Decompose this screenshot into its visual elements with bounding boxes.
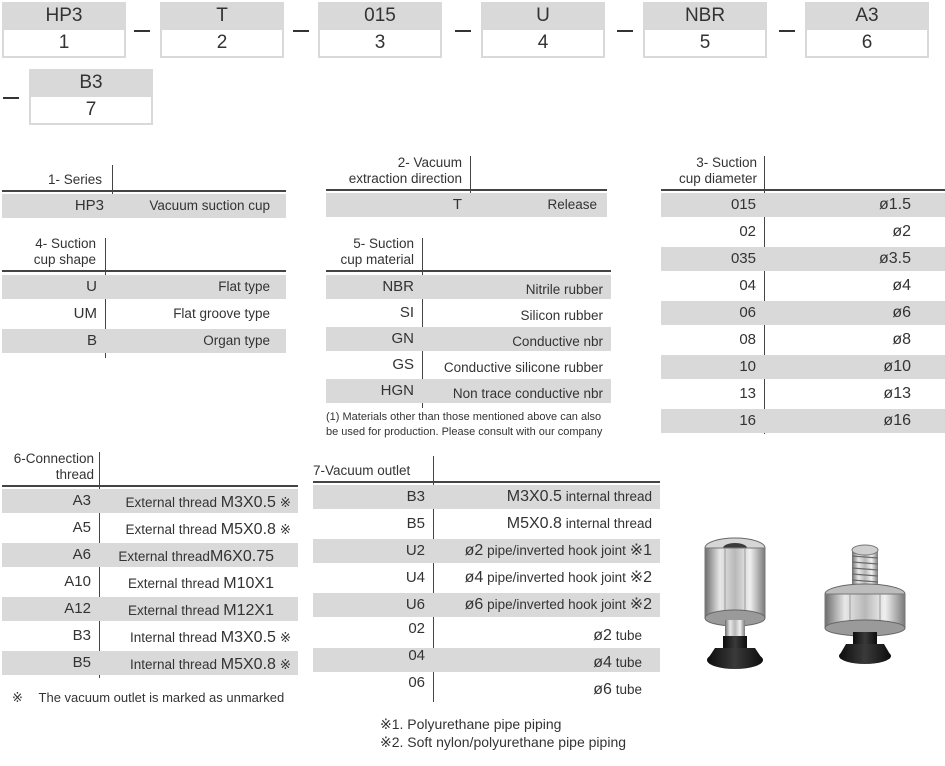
row-code: SI [399, 304, 414, 321]
header-label [326, 155, 462, 187]
material-table [326, 238, 611, 408]
row-desc [434, 678, 646, 702]
table-row [661, 382, 945, 406]
row-desc: Nitrile rubber [525, 282, 603, 297]
table-header [2, 165, 286, 192]
thread-type: External thread [118, 549, 210, 564]
row-code: UM [73, 305, 97, 322]
table-row [313, 566, 660, 590]
code-box-6 [805, 2, 929, 58]
table-row [313, 648, 660, 672]
separator-dash [455, 30, 471, 32]
code-index: 1 [2, 30, 126, 58]
thread-size: M5X0.8 [220, 656, 276, 673]
code-box-7 [29, 69, 153, 125]
row-code: U4 [405, 569, 425, 586]
table-row [326, 379, 611, 403]
row-desc: Flat type [218, 279, 270, 294]
series-table [2, 165, 286, 221]
row-code: T [452, 196, 462, 213]
row-code: B5 [406, 515, 425, 532]
row-code: U6 [405, 596, 425, 613]
row-code: NBR [382, 278, 414, 295]
table-row [326, 353, 611, 377]
row-desc: ø6 [892, 304, 911, 321]
shape-table [2, 238, 286, 358]
mark-symbol: ※2 [629, 569, 652, 586]
thread-size: M5X0.8 [220, 521, 276, 538]
material-note [326, 410, 602, 440]
table-row [326, 327, 611, 351]
code-index: 6 [805, 30, 929, 58]
thread-size: M3X0.5 [220, 629, 276, 646]
table-row [2, 194, 286, 218]
row-desc [100, 653, 295, 677]
row-code: HP3 [74, 197, 104, 214]
mark-symbol: ※2 [629, 596, 652, 613]
thread-size: M12X1 [223, 602, 274, 619]
table-row [661, 274, 945, 298]
thread-note [12, 690, 284, 706]
row-desc: ø1.5 [878, 196, 911, 213]
table-header [326, 238, 611, 272]
header-line: cup material [340, 252, 414, 267]
row-desc [434, 624, 646, 648]
row-desc: Vacuum suction cup [149, 198, 270, 213]
code-index: 3 [318, 30, 442, 58]
internal-thread-cup [705, 538, 765, 669]
outlet-type: internal thread [565, 489, 652, 504]
table-row [313, 621, 660, 645]
outlet-type: pipe/inverted hook joint [487, 543, 626, 558]
header-label: 1- Series [47, 172, 102, 187]
table-row [2, 275, 286, 299]
table-row [2, 329, 286, 353]
row-code: B3 [72, 627, 91, 644]
row-code: 06 [739, 304, 756, 321]
row-code: 16 [739, 412, 756, 429]
table-row [313, 512, 660, 536]
outlet-size: M3X0.5 [506, 488, 562, 505]
code-box-3 [318, 2, 442, 58]
code-box-4 [481, 2, 605, 58]
row-desc: ø4 [892, 277, 911, 294]
row-desc [100, 599, 278, 623]
thread-type: External thread [125, 495, 218, 510]
row-code: 08 [739, 331, 756, 348]
separator-dash [134, 30, 150, 32]
outlet-type: tube [615, 682, 642, 697]
code-value: T [160, 2, 284, 30]
row-desc: ø13 [883, 385, 911, 402]
direction-table [326, 156, 607, 218]
code-box-2 [160, 2, 284, 58]
note-line: be used for production. Please consult with our company [326, 426, 603, 438]
table-header [2, 238, 286, 272]
row-desc: ø2 [892, 223, 911, 240]
row-code: 02 [739, 223, 756, 240]
row-desc [100, 572, 278, 596]
thread-table [2, 452, 298, 678]
outlet-size: ø6 [593, 681, 612, 698]
row-desc [100, 545, 278, 569]
code-value: 015 [318, 2, 442, 30]
code-value: B3 [29, 69, 153, 97]
row-code: 10 [739, 358, 756, 375]
thread-type: External thread [125, 522, 218, 537]
thread-size: M10X1 [223, 575, 274, 592]
code-index: 5 [643, 30, 767, 58]
row-desc [434, 651, 646, 675]
row-desc [434, 539, 656, 563]
mark-symbol: ※ [279, 630, 291, 645]
separator-dash [779, 30, 795, 32]
thread-type: External thread [127, 576, 220, 591]
thread-type: Internal thread [129, 657, 218, 672]
table-row [661, 409, 945, 433]
outlet-size: ø4 [464, 569, 484, 586]
row-code: A10 [64, 573, 91, 590]
row-desc: Release [547, 197, 597, 212]
diameter-table [661, 156, 945, 434]
note-text: The vacuum outlet is marked as unmarked [38, 690, 285, 705]
code-value: HP3 [2, 2, 126, 30]
thread-type: Internal thread [129, 630, 218, 645]
table-row [2, 624, 298, 648]
table-row [313, 675, 660, 699]
row-code: 02 [408, 620, 425, 637]
header-line: cup diameter [678, 171, 757, 186]
row-desc [434, 593, 656, 617]
note-line: (1) Materials other than those mentioned above can also [326, 411, 602, 423]
table-row [326, 301, 611, 325]
mark-symbol: ※ [279, 657, 291, 672]
separator-dash [3, 97, 19, 99]
row-desc [434, 485, 656, 509]
table-header [313, 456, 660, 483]
row-desc: ø8 [892, 331, 911, 348]
table-row [2, 597, 298, 621]
mark-symbol: ※ [279, 495, 291, 510]
code-index: 7 [29, 97, 153, 125]
table-row [2, 516, 298, 540]
table-header [326, 156, 607, 191]
table-row [2, 543, 298, 567]
row-desc: ø16 [883, 412, 911, 429]
table-row [661, 247, 945, 271]
row-code: B [86, 332, 97, 349]
table-row [2, 302, 286, 326]
header-label [2, 236, 96, 268]
row-desc: Conductive silicone rubber [443, 360, 603, 375]
row-code: U2 [405, 542, 425, 559]
header-line: 2- Vacuum [397, 155, 462, 170]
outlet-legend [380, 715, 626, 751]
table-row [661, 193, 945, 217]
row-code: 035 [730, 250, 756, 267]
table-row [313, 485, 660, 509]
table-row [661, 301, 945, 325]
legend-line: ※1. Polyurethane pipe piping [380, 716, 562, 732]
outlet-size: ø6 [464, 596, 484, 613]
header-label [661, 155, 757, 187]
table-row [2, 651, 298, 675]
table-header [661, 156, 945, 191]
outlet-size: M5X0.8 [506, 515, 562, 532]
row-code: A3 [72, 492, 91, 509]
row-desc: ø10 [883, 358, 911, 375]
header-label [2, 451, 94, 483]
outlet-size: ø4 [593, 654, 612, 671]
header-line: cup shape [33, 252, 96, 267]
row-desc [100, 626, 295, 650]
thread-size: M3X0.5 [220, 494, 276, 511]
header-line: 3- Suction [696, 155, 757, 170]
note-mark: ※ [12, 690, 23, 705]
code-value: NBR [643, 2, 767, 30]
mark-symbol: ※1 [629, 542, 652, 559]
table-row [326, 275, 611, 299]
row-code: 04 [739, 277, 756, 294]
row-desc [434, 566, 656, 590]
code-box-5 [643, 2, 767, 58]
row-code: 13 [739, 385, 756, 402]
row-code: HGN [380, 382, 414, 399]
table-row [313, 593, 660, 617]
table-row [313, 539, 660, 563]
code-box-1 [2, 2, 126, 58]
header-line: 4- Suction [35, 236, 96, 251]
thread-size: M6X0.75 [209, 548, 274, 565]
row-code: 04 [408, 647, 425, 664]
row-code: A5 [72, 519, 91, 536]
table-header [2, 452, 298, 487]
header-line: thread [55, 467, 94, 482]
outlet-type: pipe/inverted hook joint [487, 570, 626, 585]
header-label [326, 236, 414, 268]
row-desc [100, 518, 295, 542]
outlet-type: tube [615, 628, 642, 643]
table-row [2, 570, 298, 594]
legend-line: ※2. Soft nylon/polyurethane pipe piping [380, 734, 627, 750]
table-row [661, 220, 945, 244]
outlet-type: tube [615, 655, 642, 670]
mark-symbol: ※ [279, 522, 291, 537]
row-code: 015 [730, 196, 756, 213]
row-code: GN [391, 330, 414, 347]
row-desc [100, 491, 295, 515]
header-label: 7-Vacuum outlet [313, 463, 411, 478]
table-row [2, 489, 298, 513]
row-code: U [86, 278, 97, 295]
header-line: 5- Suction [353, 236, 414, 251]
row-desc: Non trace conductive nbr [452, 386, 603, 401]
row-code: B3 [406, 488, 425, 505]
outlet-type: pipe/inverted hook joint [487, 597, 626, 612]
row-desc [434, 512, 656, 536]
row-code: A12 [64, 600, 91, 617]
outlet-type: internal thread [565, 516, 652, 531]
table-row [661, 355, 945, 379]
row-code: B5 [72, 654, 91, 671]
outlet-size: ø2 [593, 627, 612, 644]
header-line: 6-Connection [13, 451, 94, 466]
outlet-table [313, 456, 660, 702]
outlet-size: ø2 [464, 542, 484, 559]
product-image [680, 520, 920, 700]
row-code: GS [392, 356, 414, 373]
thread-type: External thread [127, 603, 220, 618]
code-value: A3 [805, 2, 929, 30]
row-desc: Silicon rubber [520, 308, 603, 323]
row-code: A6 [72, 546, 91, 563]
code-index: 4 [481, 30, 605, 58]
row-desc: Conductive nbr [512, 334, 603, 349]
row-desc: ø3.5 [878, 250, 911, 267]
external-thread-cup [825, 545, 905, 664]
code-index: 2 [160, 30, 284, 58]
table-row [661, 328, 945, 352]
separator-dash [617, 30, 633, 32]
header-line: extraction direction [348, 171, 462, 186]
row-desc: Flat groove type [173, 306, 270, 321]
separator-dash [293, 30, 309, 32]
row-desc: Organ type [203, 333, 270, 348]
table-row [326, 193, 607, 217]
row-code: 06 [408, 674, 425, 691]
code-value: U [481, 2, 605, 30]
